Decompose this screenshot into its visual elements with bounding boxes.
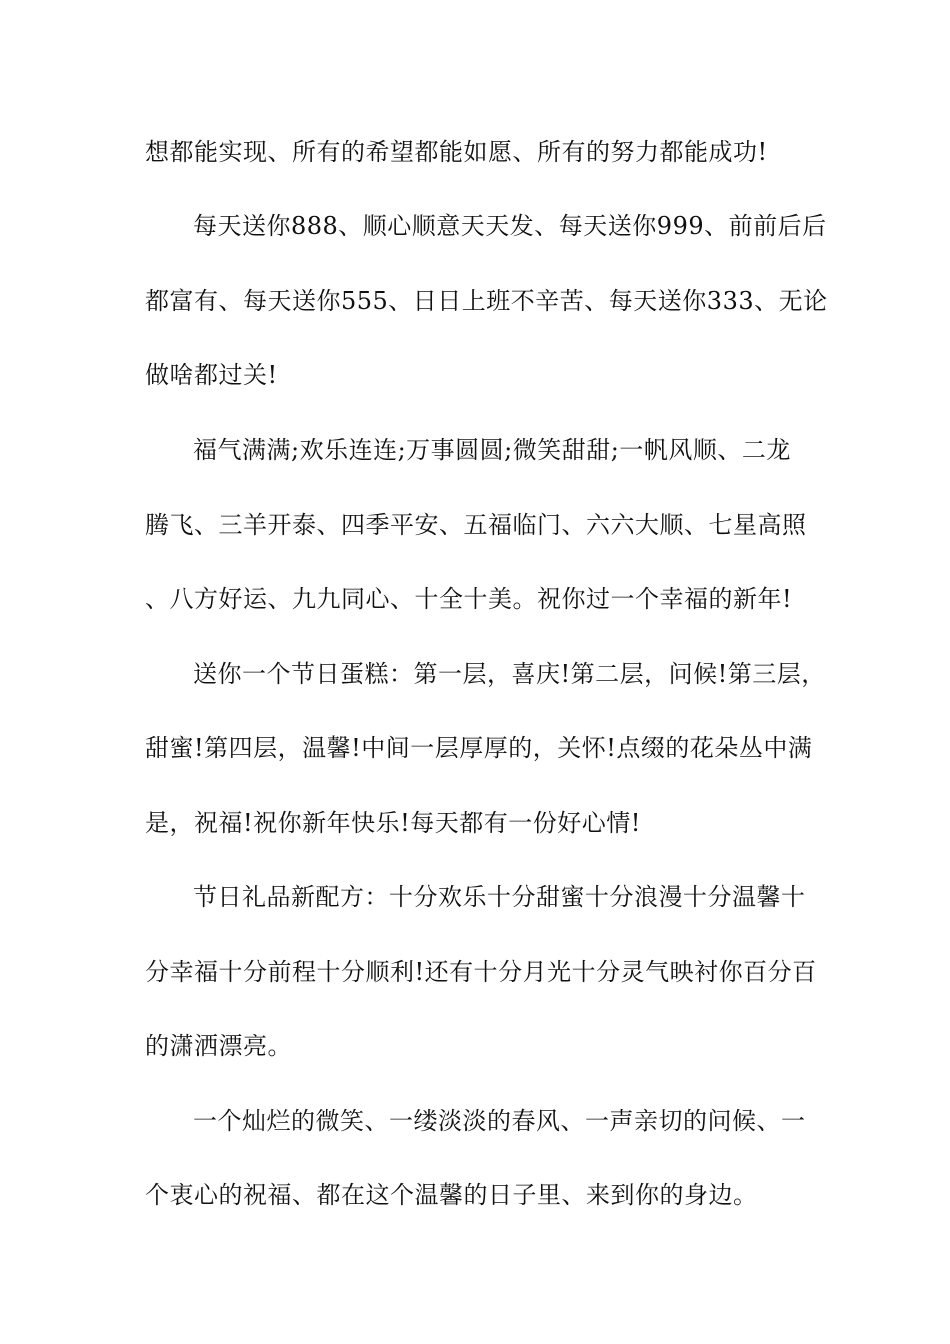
text-line: 想都能实现、所有的希望都能如愿、所有的努力都能成功! <box>145 138 768 166</box>
text-line: 、八方好运、九九同心、十全十美。祝你过一个幸福的新年! <box>145 585 793 613</box>
text-line: 做啥都过关! <box>145 361 278 389</box>
text-line: 都富有、每天送你555、日日上班不辛苦、每天送你333、无论 <box>145 287 828 315</box>
text-line: 腾飞、三羊开泰、四季平安、五福临门、六六大顺、七星高照 <box>145 511 807 539</box>
text-line: 每天送你888、顺心顺意天天发、每天送你999、前前后后 <box>193 212 827 240</box>
text-line: 是，祝福!祝你新年快乐!每天都有一份好心情! <box>145 809 641 837</box>
text-line: 分幸福十分前程十分顺利!还有十分月光十分灵气映衬你百分百 <box>145 958 817 986</box>
text-line: 甜蜜!第四层，温馨!中间一层厚厚的，关怀!点缀的花朵丛中满 <box>145 734 813 762</box>
text-line: 福气满满;欢乐连连;万事圆圆;微笑甜甜;一帆风顺、二龙 <box>193 436 791 464</box>
text-line: 一个灿烂的微笑、一缕淡淡的春风、一声亲切的问候、一 <box>193 1107 806 1135</box>
text-line: 节日礼品新配方：十分欢乐十分甜蜜十分浪漫十分温馨十 <box>193 883 806 911</box>
text-line: 的潇洒漂亮。 <box>145 1032 292 1060</box>
text-line: 送你一个节日蛋糕：第一层，喜庆!第二层，问候!第三层， <box>193 660 826 688</box>
text-line: 个衷心的祝福、都在这个温馨的日子里、来到你的身边。 <box>145 1181 758 1209</box>
